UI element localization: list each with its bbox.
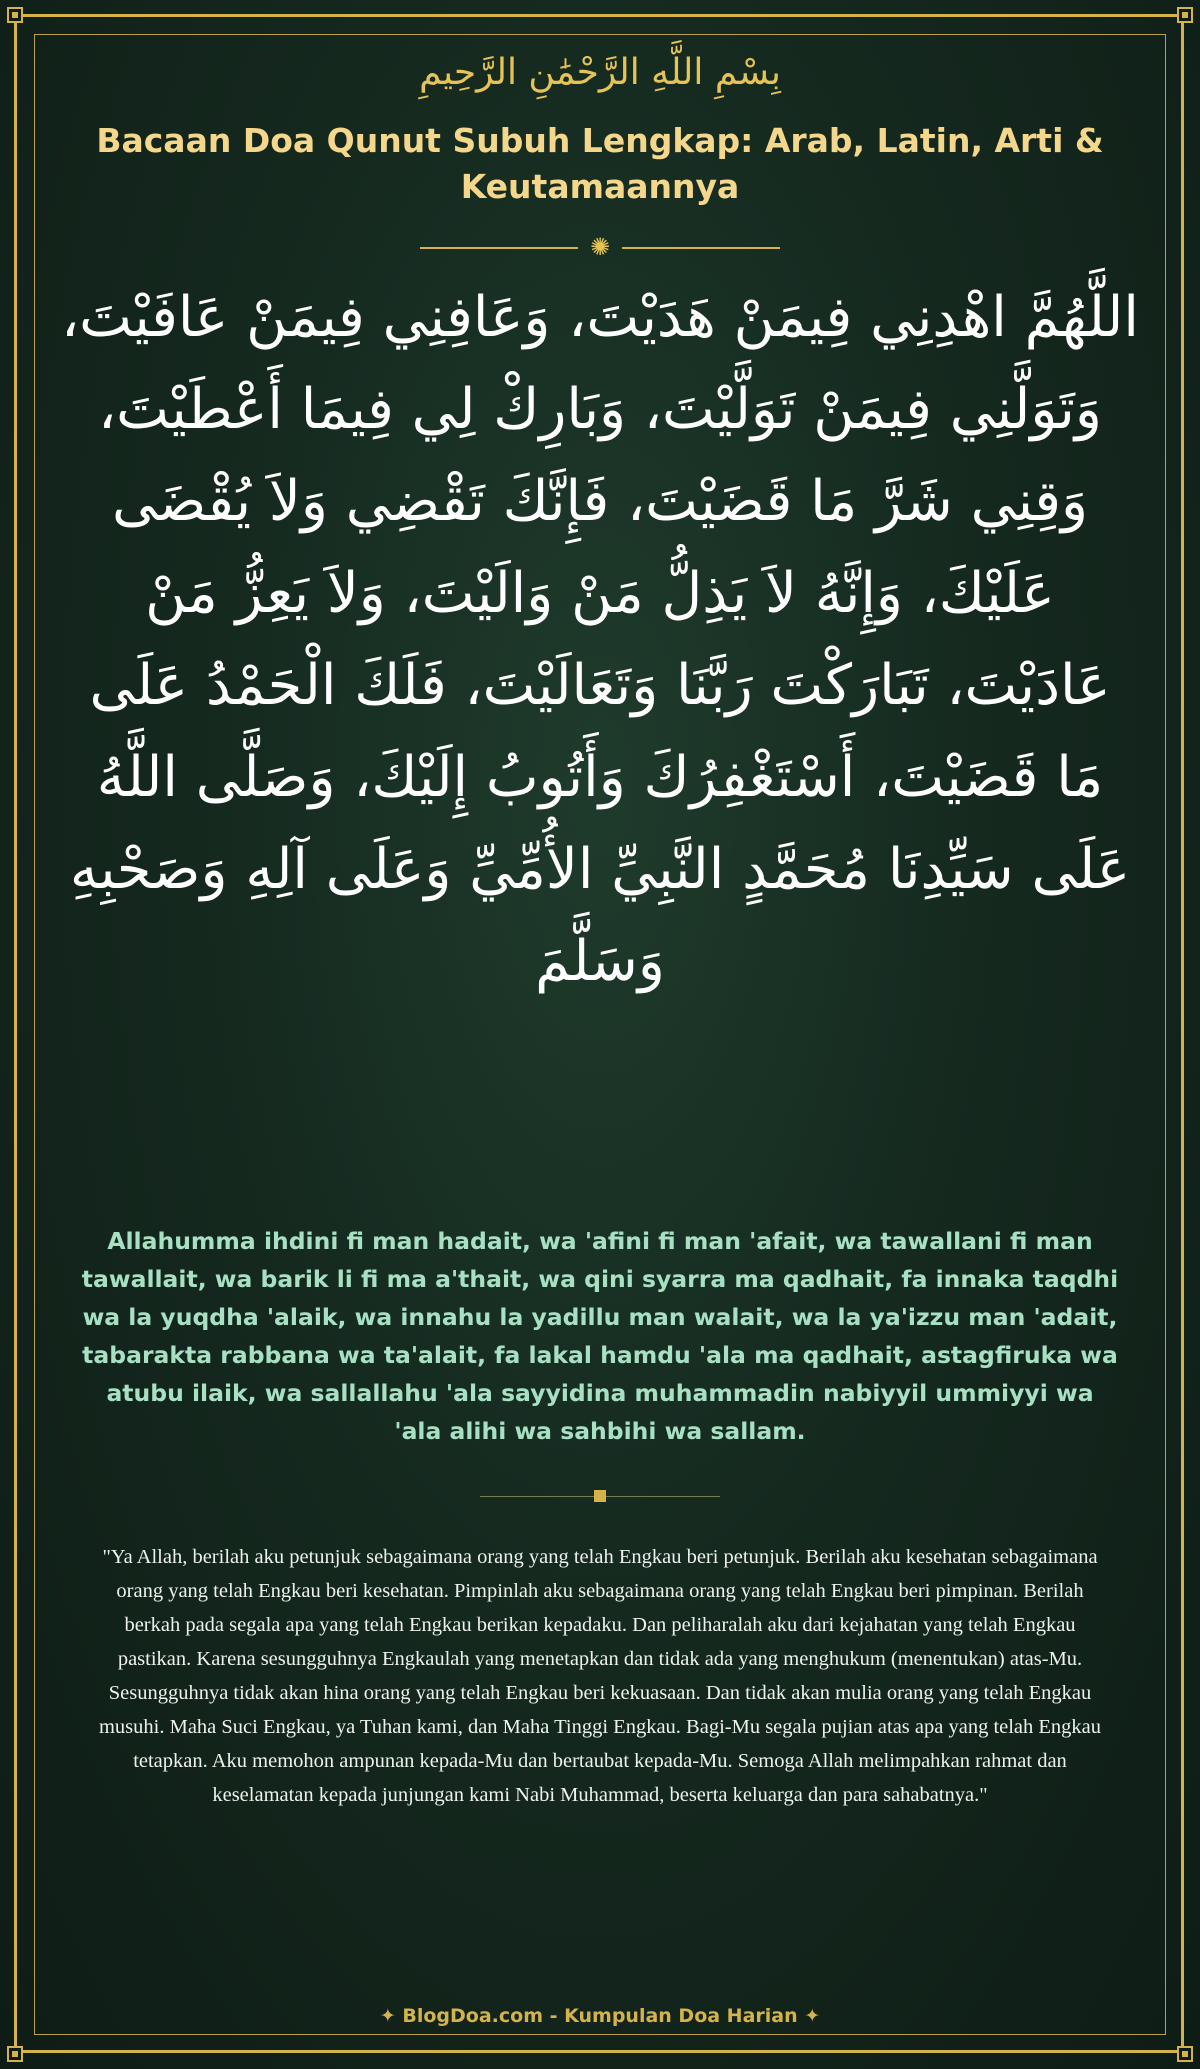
sun-ornament-icon: ✺	[589, 233, 611, 261]
divider-line-right	[622, 247, 780, 249]
bismillah-heading: بِسْمِ اللَّهِ الرَّحْمَٰنِ الرَّحِيمِ	[419, 52, 781, 93]
title-divider	[420, 233, 780, 261]
corner-ornament-bottom-left	[7, 2046, 23, 2062]
divider-line-left	[420, 247, 578, 249]
arabic-doa-text: اللَّهُمَّ اهْدِنِي فِيمَنْ هَدَيْتَ، وَعَافِنِي فِيمَنْ عَافَيْتَ، وَتَوَلَّنِي فِيمَنْ تَوَلَّيْتَ، وَبَارِكْ لِي فِيمَا أَعْطَيْتَ، وَقِنِي شَرَّ مَا قَضَيْتَ، فَإِنَّكَ تَقْضِي وَلاَ يُقْضَى عَلَيْكَ، وَإِنَّهُ لاَ يَذِلُّ مَنْ وَالَيْتَ، وَلاَ يَعِزُّ مَنْ عَادَيْتَ، تَبَارَكْتَ رَبَّنَا وَتَعَالَيْتَ، فَلَكَ الْحَمْدُ عَلَى مَا قَضَيْتَ، أَسْتَغْفِرُكَ وَأَتُوبُ إِلَيْكَ، وَصَلَّى اللَّهُ عَلَى سَيِّدِنَا مُحَمَّدٍ النَّبِيِّ الأُمِّيِّ وَعَلَى آلِهِ وَصَحْبِهِ وَسَلَّمَ	[61, 285, 1139, 994]
latin-transliteration: Allahumma ihdini fi man hadait, wa 'afini fi man 'afait, wa tawallani fi man tawallait, wa barik li fi ma a'thait, wa qini syarra ma qadhait, fa innaka taqdhi wa la yuqdha 'alaik, wa innahu la yadillu man walait, wa la ya'izzu man 'adait, tabarakta rabbana wa ta'alait, fa lakal hamdu 'ala ma qadhait, astagfiruka wa atubu ilaik, wa sallallahu 'ala sayyidina muhammadin nabiyyil ummiyyi wa 'ala alihi wa sahbihi wa sallam.	[81, 1227, 1119, 1445]
section-divider	[480, 1488, 720, 1504]
page-title: Bacaan Doa Qunut Subuh Lengkap: Arab, Latin, Arti & Keutamaannya	[96, 121, 1104, 206]
corner-ornament-bottom-right	[1177, 2046, 1193, 2062]
diamond-ornament-icon	[594, 1490, 606, 1502]
footer-credit: ✦ BlogDoa.com - Kumpulan Doa Harian ✦	[379, 2005, 821, 2027]
corner-ornament-top-right	[1177, 7, 1193, 23]
corner-ornament-top-left	[7, 7, 23, 23]
indonesian-translation: "Ya Allah, berilah aku petunjuk sebagaimana orang yang telah Engkau beri petunjuk. Berilah aku kesehatan sebagaimana orang yang telah Engkau beri kesehatan. Pimpinlah aku sebagaimana orang yang telah Engkau beri pimpinan. Berilah berkah pada segala apa yang telah Engkau berikan kepadaku. Dan peliharalah aku dari kejahatan yang telah Engkau pastikan. Karena sesungguhnya Engkaulah yang menetapkan dan tidak ada yang menghukum (menentukan) atas-Mu. Sesungguhnya tidak akan hina orang yang telah Engkau beri kekuasaan. Dan tidak akan mulia orang yang telah Engkau musuhi. Maha Suci Engkau, ya Tuhan kami, dan Maha Tinggi Engkau. Bagi-Mu segala pujian atas apa yang telah Engkau tetapkan. Aku memohon ampunan kepada-Mu dan bertaubat kepada-Mu. Semoga Allah melimpahkan rahmat dan keselamatan kepada junjungan kami Nabi Muhammad, beserta keluarga dan para sahabatnya."	[98, 1546, 1102, 1806]
